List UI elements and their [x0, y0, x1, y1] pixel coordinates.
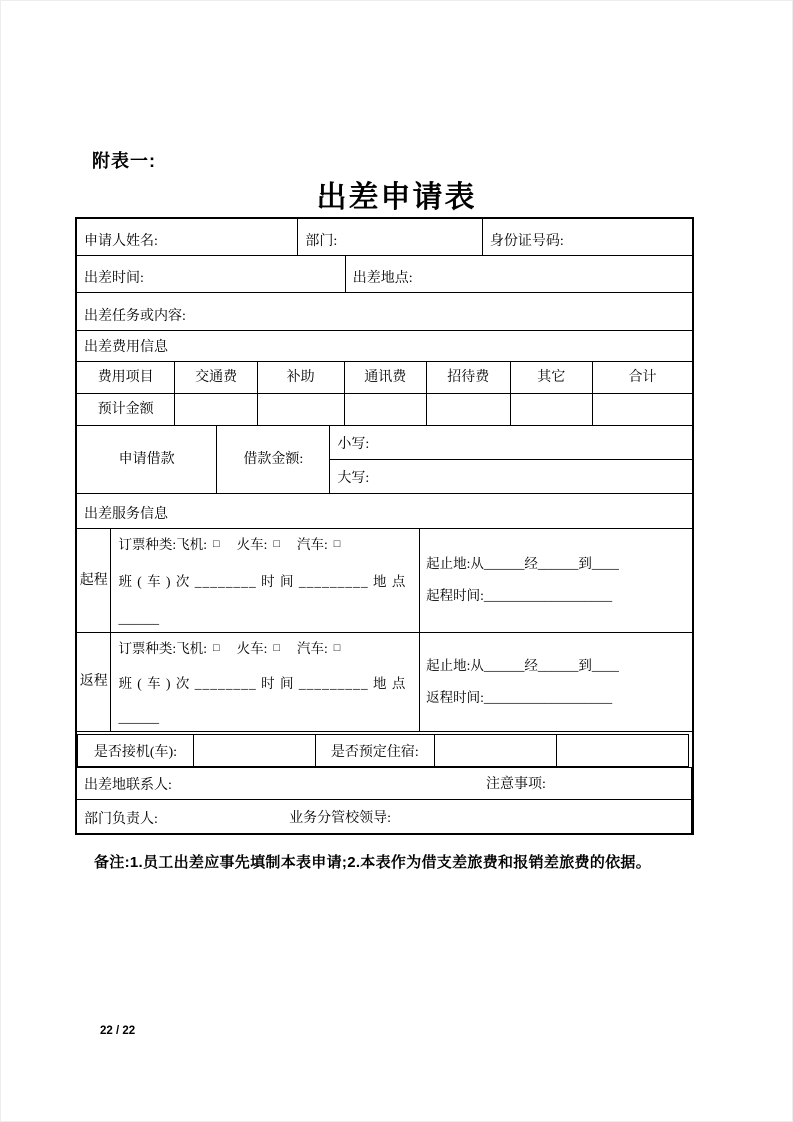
row-trip-time — [77, 256, 692, 293]
departure-train-label: 火车: — [236, 537, 268, 552]
loan-amount-cell: 借款金额: — [217, 426, 330, 493]
departure-row-label: 起程 — [77, 529, 111, 632]
row-departure — [77, 529, 692, 633]
estimated-amount-label: 预计金额 — [77, 394, 175, 425]
dept-head-cell: 部门负责人: — [77, 800, 692, 833]
return-route-cell — [420, 633, 692, 731]
row-estimated-amount — [77, 394, 692, 426]
train-checkbox-icon: □ — [273, 538, 281, 551]
form-title: 出差申请表 — [316, 181, 477, 214]
row-expense-headers — [77, 362, 692, 394]
return-schedule-continuation: ______ — [118, 710, 159, 726]
expense-header-entertain: 招待费 — [427, 362, 511, 393]
contact-person-cell: 出差地联系人: — [77, 768, 692, 799]
trip-time-cell: 出差时间: — [77, 256, 346, 292]
row-applicant — [77, 219, 692, 256]
row-return — [77, 633, 692, 732]
return-route-line: 起止地:从______经______到____ — [426, 657, 619, 673]
departure-plane-label: 订票种类:飞机: — [118, 537, 207, 552]
return-row-label: 返程 — [77, 633, 111, 731]
departure-schedule-continuation: ______ — [118, 611, 159, 627]
estimated-other-cell — [511, 394, 593, 425]
return-car-label: 汽车: — [297, 641, 328, 656]
id-number-cell: 身份证号码: — [489, 233, 564, 249]
page-number: 22 / 22 — [100, 1025, 136, 1037]
expense-header-item: 费用项目 — [77, 362, 175, 393]
extra-answer-cell — [557, 735, 688, 766]
expense-header-total: 合计 — [628, 369, 657, 385]
pickup-hotel-nested-table — [77, 734, 689, 767]
pickup-answer-cell — [194, 735, 316, 766]
trip-location-cell: 出差地点: — [352, 270, 413, 286]
expense-header-subsidy: 补助 — [258, 362, 345, 393]
appendix-label: 附表一: — [92, 151, 156, 171]
return-plane-label: 订票种类:飞机: — [118, 641, 207, 656]
departure-ticket-type-line — [118, 538, 417, 553]
estimated-total-cell — [593, 394, 692, 425]
estimated-transport-cell — [175, 394, 257, 425]
service-section-header: 出差服务信息 — [84, 506, 168, 522]
hotel-label-cell: 是否预定住宿: — [316, 735, 435, 766]
row-pickup-hotel — [77, 732, 692, 768]
car-checkbox-icon: □ — [333, 538, 341, 551]
departure-ticket-cell — [111, 529, 420, 632]
plane-checkbox-icon: □ — [212, 642, 220, 655]
pickup-label-cell: 是否接机(车): — [78, 735, 194, 766]
expense-header-other: 其它 — [511, 362, 593, 393]
return-schedule-line: 班 ( 车 ) 次 ________ 时 间 _________ 地 点 — [118, 675, 407, 691]
row-loan — [77, 426, 692, 494]
row-task — [77, 293, 692, 331]
expense-header-transport: 交通费 — [175, 362, 257, 393]
departure-car-label: 汽车: — [297, 537, 328, 552]
expense-header-communication: 通讯费 — [345, 362, 427, 393]
row-approval — [77, 800, 692, 833]
return-ticket-cell — [111, 633, 420, 731]
estimated-entertain-cell — [427, 394, 511, 425]
expense-section-header: 出差费用信息 — [84, 339, 168, 355]
remark-note: 备注:1.员工出差应事先填制本表申请;2.本表作为借支差旅费和报销差旅费的依据。 — [94, 854, 652, 871]
department-cell: 部门: — [298, 219, 483, 255]
estimated-subsidy-cell — [258, 394, 345, 425]
departure-route-line: 起止地:从______经______到____ — [426, 556, 619, 572]
return-ticket-type-line — [118, 642, 417, 657]
leader-label: 业务分管校领导: — [289, 811, 392, 826]
plane-checkbox-icon: □ — [212, 538, 220, 551]
notes-label: 注意事项: — [485, 777, 546, 792]
return-train-label: 火车: — [236, 641, 268, 656]
trip-task-cell: 出差任务或内容: — [84, 308, 186, 324]
estimated-communication-cell — [345, 394, 427, 425]
return-time-line: 返程时间:___________________ — [426, 689, 613, 705]
departure-schedule-line: 班 ( 车 ) 次 ________ 时 间 _________ 地 点 — [118, 574, 407, 590]
loan-apply-cell: 申请借款 — [77, 426, 217, 493]
train-checkbox-icon: □ — [273, 642, 281, 655]
row-contact — [77, 768, 692, 800]
applicant-name-cell: 申请人姓名: — [77, 219, 298, 255]
hotel-answer-cell — [435, 735, 557, 766]
car-checkbox-icon: □ — [333, 642, 341, 655]
row-expense-section — [77, 331, 692, 362]
row-service-section — [77, 494, 692, 529]
departure-route-cell — [420, 529, 692, 632]
amount-lowercase-cell: 小写: — [330, 426, 692, 460]
trip-application-table — [75, 217, 694, 835]
departure-time-line: 起程时间:___________________ — [426, 588, 613, 603]
amount-uppercase-cell: 大写: — [337, 471, 370, 486]
